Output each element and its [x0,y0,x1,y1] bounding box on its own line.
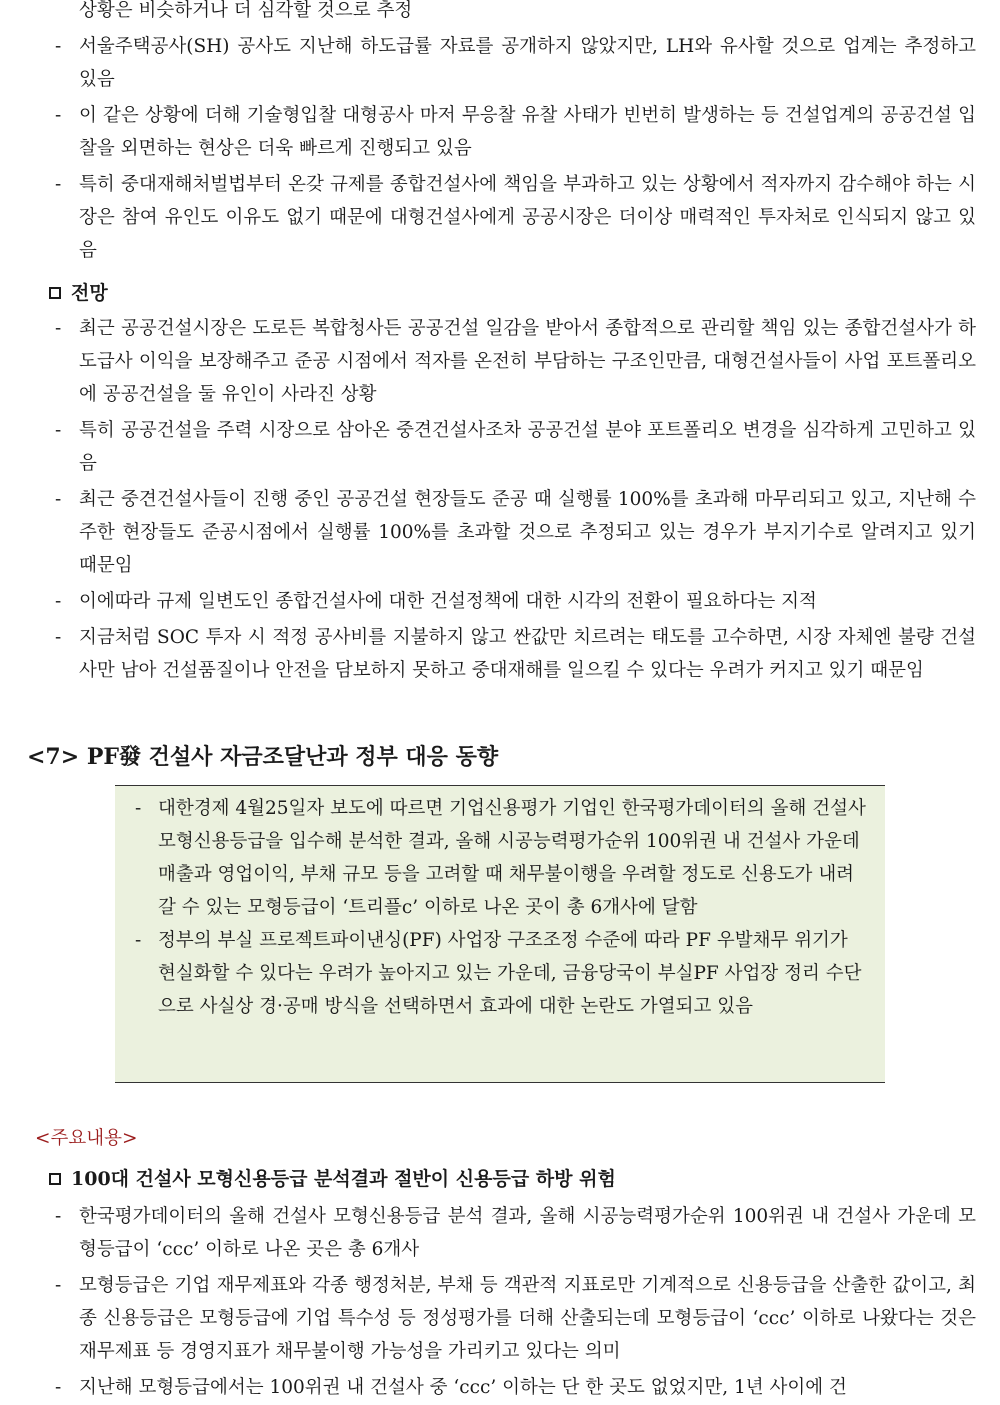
top-bullet-list [0,0,1000,267]
list-item-text: 이에따라 규제 일변도인 종합건설사에 대한 건설정책에 대한 시각의 전환이 필요하다는 지적 [79,591,817,612]
list-item-text: 최근 공공건설시장은 도로든 복합청사든 공공건설 일감을 받아서 종합적으로 관리할 책임 있는 종합건설사가 하도급사 이익을 보장해주고 준공 시점에서 적자를 온전히 부담하는 구조인만큼, 대형건설사들이 사업 포트폴리오에 공공건설을 둘 유인이 사라진 상황 [79,318,976,405]
list-item [0,30,1000,96]
outlook-bullet-list [0,312,1000,687]
list-item-text: 지금처럼 SOC 투자 시 적정 공사비를 지불하지 않고 싼값만 치르려는 태도를 고수하면, 시장 자체엔 불량 건설사만 남아 건설품질이나 안전을 담보하지 못하고 중대재해를 일으킬 수 있다는 우려가 커지고 있기 때문임 [79,627,976,681]
checkbox-square-icon [49,1173,61,1185]
list-item-text: 최근 중견건설사들이 진행 중인 공공건설 현장들도 준공 때 실행률 100%를 초과해 마무리되고 있고, 지난해 수주한 현장들도 준공시점에서 실행률 100%를 초과할 것으로 추정되고 있는 경우가 부지기수로 알려지고 있기 때문임 [79,489,976,576]
bullet-dash: - [55,420,62,441]
list-item [0,483,1000,582]
bullet-dash: - [55,591,62,612]
checkbox-square-icon [49,287,61,299]
list-item [0,0,1000,27]
list-item [0,168,1000,267]
bullet-dash: - [55,1377,62,1398]
bullet-dash: - [55,1206,62,1227]
list-item [0,1371,1000,1404]
list-item [0,621,1000,687]
list-item-text: 특히 공공건설을 주력 시장으로 삼아온 중견건설사조차 공공건설 분야 포트폴리오 변경을 심각하게 고민하고 있음 [79,420,976,474]
bullet-dash: - [55,36,62,57]
list-item-text: 지난해 모형등급에서는 100위권 내 건설사 중 ‘ccc’ 이하는 단 한 곳도 없었지만, 1년 사이에 건 [79,1377,847,1398]
list-item [0,312,1000,411]
main-bullet-list [0,1200,1000,1404]
summary-item-text: 정부의 부실 프로젝트파이낸싱(PF) 사업장 구조조정 수준에 따라 PF 우발채무 위기가 현실화할 수 있다는 우려가 높아지고 있는 가운데, 금융당국이 부실PF 사업장 정리 수단으로 사실상 경·공매 방식을 선택하면서 효과에 대한 논란도 가열되고 있음 [158,930,862,1017]
bullet-dash: - [55,105,62,126]
bullet-dash: - [55,174,62,195]
list-item [0,585,1000,618]
list-item-text: 서울주택공사(SH) 공사도 지난해 하도급률 자료를 공개하지 않았지만, LH와 유사할 것으로 업계는 추정하고 있음 [79,36,976,90]
subsection-title [0,1162,616,1196]
bullet-dash: - [55,318,62,339]
list-item [0,99,1000,165]
list-item-text: 이 같은 상황에 더해 기술형입찰 대형공사 마저 무응찰 유찰 사태가 빈번히 발생하는 등 건설업계의 공공건설 입찰을 외면하는 현상은 더욱 빠르게 진행되고 있음 [79,105,976,159]
list-item [0,1200,1000,1266]
bullet-dash: - [55,627,62,648]
list-item-text: 상황은 비슷하거나 더 심각할 것으로 추정 [79,0,413,21]
bullet-dash: - [55,1275,62,1296]
list-item-text: 특히 중대재해처벌법부터 온갖 규제를 종합건설사에 책임을 부과하고 있는 상황에서 적자까지 감수해야 하는 시장은 참여 유인도 이유도 없기 때문에 대형건설사에게 공공시장은 더이상 매력적인 투자처로 인식되지 않고 있음 [79,174,976,261]
bullet-dash: - [135,930,142,951]
subsection-title-text: 100대 건설사 모형신용등급 분석결과 절반이 신용등급 하방 위험 [71,1168,616,1190]
summary-item [115,924,885,1023]
outlook-section-title [0,276,108,310]
bullet-dash: - [55,489,62,510]
list-item [0,1269,1000,1368]
main-content-label: <주요내용> [35,1128,138,1149]
summary-box [115,785,885,1083]
section-7-heading: <7> PF發 건설사 자금조달난과 정부 대응 동향 [27,744,499,770]
summary-item-text: 대한경제 4월25일자 보도에 따르면 기업신용평가 기업인 한국평가데이터의 올해 건설사 모형신용등급을 입수해 분석한 결과, 올해 시공능력평가순위 100위권 내 건설사 가운데 매출과 영업이익, 부채 규모 등을 고려할 때 채무불이행을 우려할 정도로 신용도가 내려갈 수 있는 모형등급이 ‘트리플c’ 이하로 나온 곳이 총 6개사에 달함 [158,798,866,918]
bullet-dash: - [135,798,142,819]
list-item-text: 모형등급은 기업 재무제표와 각종 행정처분, 부채 등 객관적 지표로만 기계적으로 신용등급을 산출한 값이고, 최종 신용등급은 모형등급에 기업 특수성 등 정성평가를 더해 산출되는데 모형등급이 ‘ccc’ 이하로 나왔다는 것은 재무제표 등 경영지표가 채무불이행 가능성을 가리키고 있다는 의미 [79,1275,976,1362]
outlook-title-text: 전망 [71,282,108,304]
list-item [0,414,1000,480]
summary-item [115,792,885,924]
list-item-text: 한국평가데이터의 올해 건설사 모형신용등급 분석 결과, 올해 시공능력평가순위 100위권 내 건설사 가운데 모형등급이 ‘ccc’ 이하로 나온 곳은 총 6개사 [79,1206,976,1260]
